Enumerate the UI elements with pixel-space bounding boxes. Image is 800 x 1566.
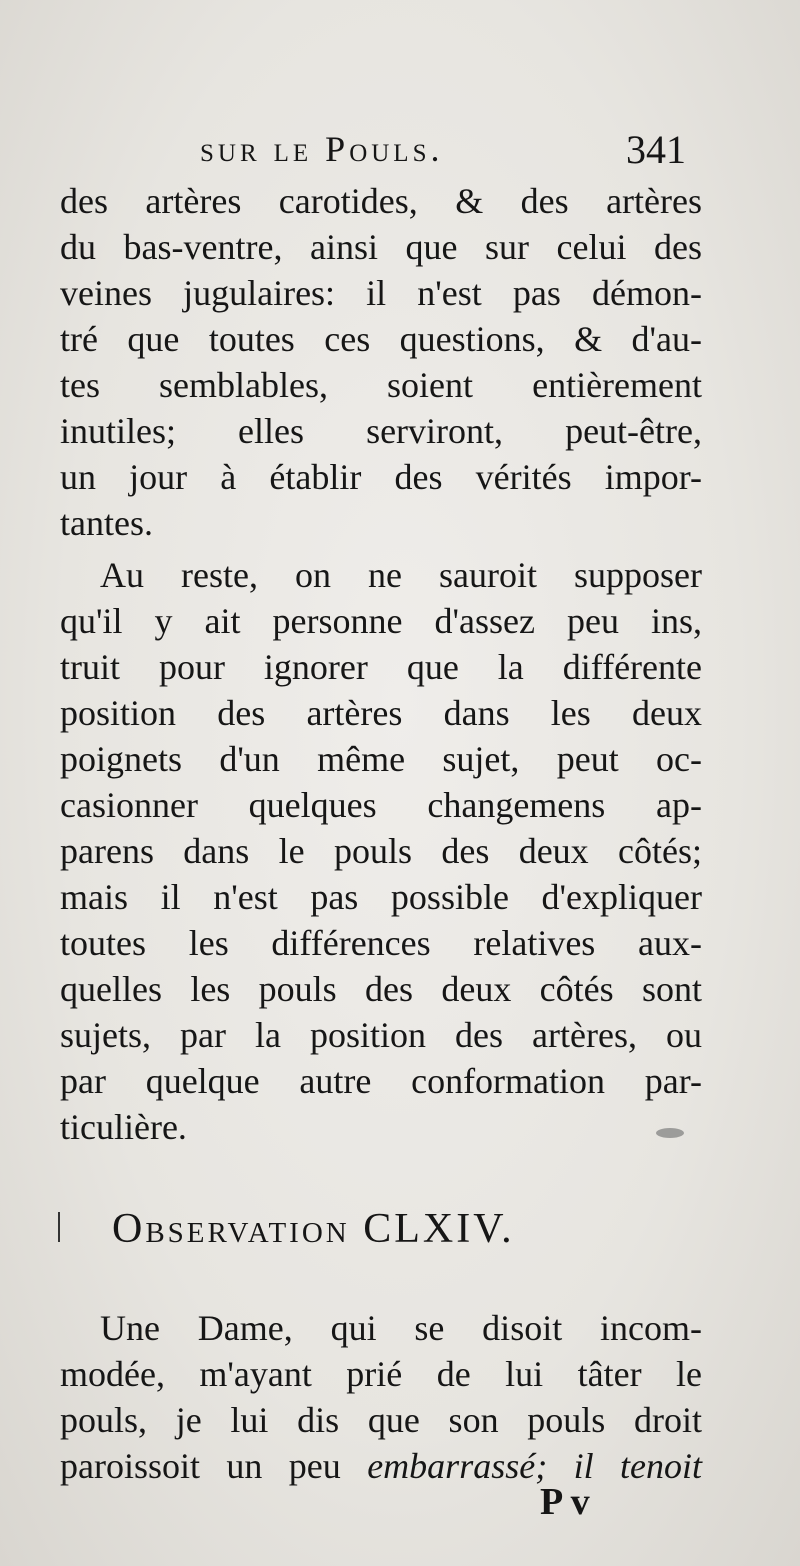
text-line: tantes. xyxy=(60,503,153,543)
text-line: poignets d'un même sujet, peut oc- xyxy=(60,739,702,779)
text-line: veines jugulaires: il n'est pas démon- xyxy=(60,273,702,313)
text-line: truit pour ignorer que la différente xyxy=(60,647,702,687)
text-line: mais il n'est pas possible d'expliquer xyxy=(60,877,702,917)
signature-mark: P v xyxy=(540,1481,590,1523)
running-title: sur le Pouls. xyxy=(200,129,444,169)
text-line: des artères carotides, & des artères xyxy=(60,181,702,221)
text-line: inutiles; elles serviront, peut-être, xyxy=(60,411,702,451)
text-line: quelles les pouls des deux côtés sont xyxy=(60,969,702,1009)
text-line: toutes les différences relatives aux- xyxy=(60,923,702,963)
text-line: parens dans le pouls des deux côtés; xyxy=(60,831,702,871)
text-line: casionner quelques changemens ap- xyxy=(60,785,702,825)
text-fragment: paroissoit un peu xyxy=(60,1446,368,1486)
text-line xyxy=(60,1443,702,1489)
text-line: Une Dame, qui se disoit incom- xyxy=(100,1308,702,1348)
ink-smudge xyxy=(656,1128,684,1138)
section-heading: Observation CLXIV. xyxy=(112,1206,515,1252)
text-line: ticulière. xyxy=(60,1107,187,1147)
text-line: tes semblables, soient entièrement xyxy=(60,365,702,405)
page-number: 341 xyxy=(626,127,686,172)
text-line: un jour à établir des vérités impor- xyxy=(60,457,702,497)
text-line: modée, m'ayant prié de lui tâter le xyxy=(60,1354,702,1394)
text-line: Au reste, on ne sauroit supposer xyxy=(100,555,702,595)
text-line: sujets, par la position des artères, ou xyxy=(60,1015,702,1055)
text-line: qu'il y ait personne d'assez peu ins, xyxy=(60,601,702,641)
text-line: position des artères dans les deux xyxy=(60,693,702,733)
margin-mark xyxy=(58,1212,60,1242)
text-line: du bas-ventre, ainsi que sur celui des xyxy=(60,227,702,267)
text-line: pouls, je lui dis que son pouls droit xyxy=(60,1400,702,1440)
text-line: tré que toutes ces questions, & d'au- xyxy=(60,319,702,359)
italic-text: embarrassé; il tenoit xyxy=(367,1446,702,1486)
text-line: par quelque autre conformation par- xyxy=(60,1061,702,1101)
